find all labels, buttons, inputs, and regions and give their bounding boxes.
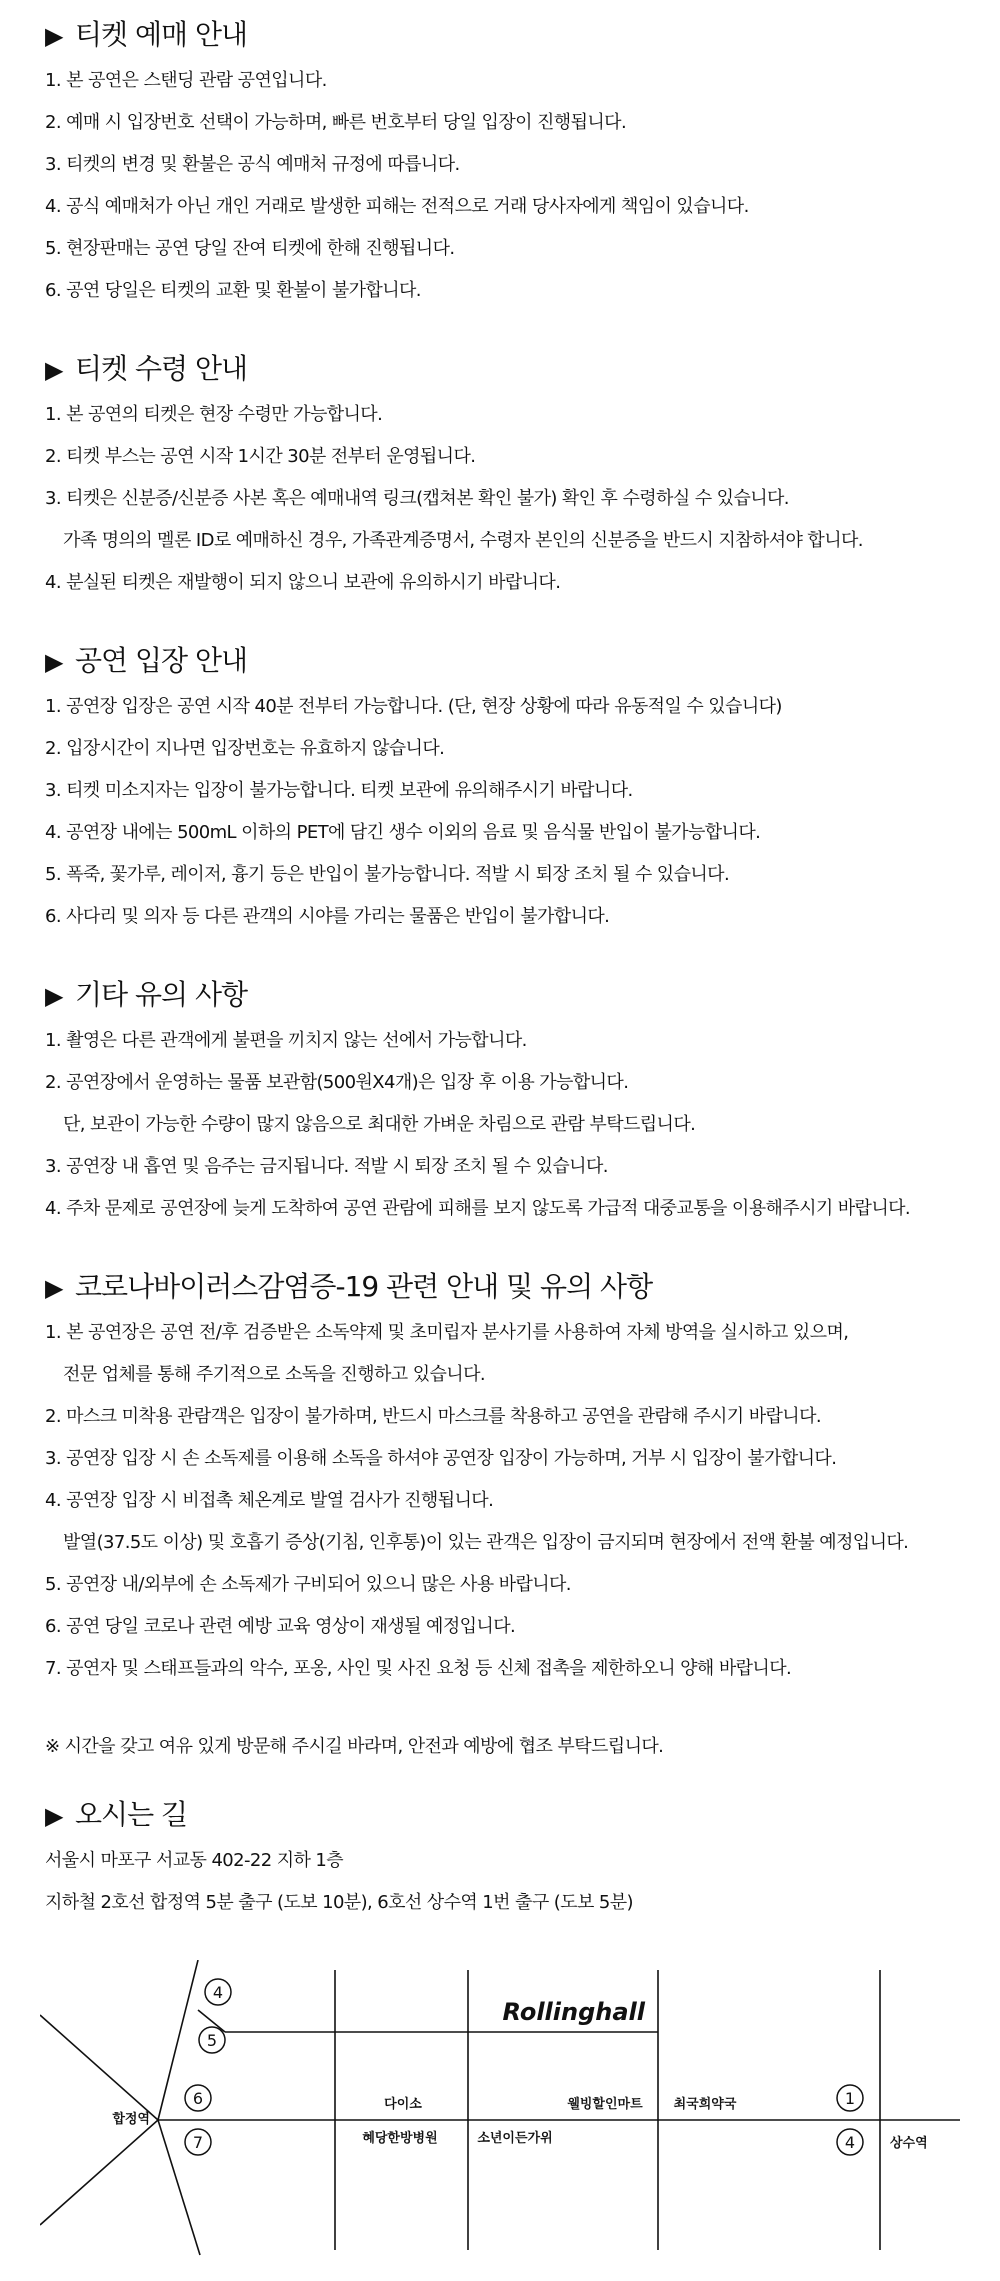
list-item: 1. 공연장 입장은 공연 시작 40분 전부터 가능합니다. (단, 현장 상황에 따라 유동적일 수 있습니다): [45, 696, 782, 717]
list-item: 3. 티켓의 변경 및 환불은 공식 예매처 규정에 따릅니다.: [45, 154, 460, 175]
item-list: [45, 686, 985, 938]
place-hospital: 혜당한방병원: [362, 2131, 438, 2146]
list-item: 5. 폭죽, 꽃가루, 레이저, 흉기 등은 반입이 불가능합니다. 적발 시 퇴장 조치 될 수 있습니다.: [45, 864, 730, 885]
place-pharmacy: 최국희약국: [673, 2097, 737, 2112]
section-entry: [45, 636, 985, 938]
list-item-continuation: 가족 명의의 멜론 ID로 예매하신 경우, 가족관계증명서, 수령자 본인의 신분증을 반드시 지참하셔야 합니다.: [63, 530, 863, 551]
section-title: ▶ 기타 유의 사항: [45, 970, 985, 1020]
section-title: ▶ 오시는 길: [45, 1790, 985, 1840]
exit-7-icon: 7: [192, 2133, 204, 2152]
list-item: 4. 공연장 입장 시 비접촉 체온계로 발열 검사가 진행됩니다.: [45, 1490, 494, 1511]
list-item-continuation: 전문 업체를 통해 주기적으로 소독을 진행하고 있습니다.: [63, 1364, 485, 1385]
list-item: 6. 사다리 및 의자 등 다른 관객의 시야를 가리는 물품은 반입이 불가합니다.: [45, 906, 610, 927]
list-item: 3. 공연장 입장 시 손 소독제를 이용해 소독을 하셔야 공연장 입장이 가능하며, 거부 시 입장이 불가합니다.: [45, 1448, 837, 1469]
place-daiso: 다이소: [384, 2097, 422, 2112]
list-item: 2. 티켓 부스는 공연 시작 1시간 30분 전부터 운영됩니다.: [45, 446, 476, 467]
place-soneni: 소년이든가위: [477, 2131, 553, 2146]
section-title: ▶ 코로나바이러스감염증-19 관련 안내 및 유의 사항: [45, 1262, 985, 1312]
list-item: 1. 본 공연장은 공연 전/후 검증받은 소독약제 및 초미립자 분사기를 사용하여 자체 방역을 실시하고 있으며,: [45, 1322, 849, 1343]
list-item-continuation: 단, 보관이 가능한 수량이 많지 않음으로 최대한 가벼운 차림으로 관람 부탁드립니다.: [63, 1114, 696, 1135]
section-other-notes: [45, 970, 985, 1230]
list-item: 2. 예매 시 입장번호 선택이 가능하며, 빠른 번호부터 당일 입장이 진행됩니다.: [45, 112, 627, 133]
section-title: ▶ 티켓 예매 안내: [45, 10, 985, 60]
list-item: 1. 본 공연은 스탠딩 관람 공연입니다.: [45, 70, 327, 91]
list-item: 6. 공연 당일은 티켓의 교환 및 환불이 불가합니다.: [45, 280, 421, 301]
triangle-marker-icon: ▶: [45, 356, 63, 384]
list-item: 3. 티켓은 신분증/신분증 사본 혹은 예매내역 링크(캡쳐본 확인 불가) 확인 후 수령하실 수 있습니다.: [45, 488, 789, 509]
list-item: 2. 입장시간이 지나면 입장번호는 유효하지 않습니다.: [45, 738, 445, 759]
triangle-marker-icon: ▶: [45, 648, 63, 676]
address: 서울시 마포구 서교동 402-22 지하 1층: [45, 1850, 344, 1871]
list-item: 4. 공연장 내에는 500mL 이하의 PET에 담긴 생수 이외의 음료 및 음식물 반입이 불가능합니다.: [45, 822, 761, 843]
item-list: [45, 60, 985, 312]
venue-logo: Rollinghall: [502, 1998, 645, 2026]
item-list: [45, 1020, 985, 1230]
section-covid: [45, 1262, 985, 1690]
triangle-marker-icon: ▶: [45, 1274, 63, 1302]
location-map: [40, 1960, 960, 2260]
exit-6-icon: 6: [192, 2089, 204, 2108]
section-directions: [45, 1790, 985, 1924]
section-title: ▶ 티켓 수령 안내: [45, 344, 985, 394]
list-item: 5. 현장판매는 공연 당일 잔여 티켓에 한해 진행됩니다.: [45, 238, 455, 259]
list-item-continuation: 발열(37.5도 이상) 및 호흡기 증상(기침, 인후통)이 있는 관객은 입장이 금지되며 현장에서 전액 환불 예정입니다.: [63, 1532, 909, 1553]
section-ticket-booking: [45, 10, 985, 312]
list-item: 4. 분실된 티켓은 재발행이 되지 않으니 보관에 유의하시기 바랍니다.: [45, 572, 561, 593]
triangle-marker-icon: ▶: [45, 22, 63, 50]
list-item: 6. 공연 당일 코로나 관련 예방 교육 영상이 재생될 예정입니다.: [45, 1616, 516, 1637]
list-item: 2. 마스크 미착용 관람객은 입장이 불가하며, 반드시 마스크를 착용하고 공연을 관람해 주시기 바랍니다.: [45, 1406, 821, 1427]
item-list: [45, 1312, 985, 1690]
station-hapjeong: 합정역: [112, 2112, 150, 2127]
list-item: 5. 공연장 내/외부에 손 소독제가 구비되어 있으니 많은 사용 바랍니다.: [45, 1574, 571, 1595]
exit-5-icon: 5: [206, 2031, 218, 2050]
list-item: 1. 본 공연의 티켓은 현장 수령만 가능합니다.: [45, 404, 383, 425]
place-wellbeing-mart: 웰빙할인마트: [567, 2097, 643, 2112]
section-title: ▶ 공연 입장 안내: [45, 636, 985, 686]
triangle-marker-icon: ▶: [45, 1802, 63, 1830]
section-ticket-pickup: [45, 344, 985, 604]
list-item: 4. 주차 문제로 공연장에 늦게 도착하여 공연 관람에 피해를 보지 않도록 가급적 대중교통을 이용해주시기 바랍니다.: [45, 1198, 911, 1219]
list-item: 3. 티켓 미소지자는 입장이 불가능합니다. 티켓 보관에 유의해주시기 바랍니다.: [45, 780, 633, 801]
exit-4-icon: 4: [212, 1983, 224, 2002]
station-sangsu: 상수역: [890, 2136, 928, 2151]
exit-1-icon: 1: [844, 2089, 856, 2108]
closing-note: ※ 시간을 갖고 여유 있게 방문해 주시길 바라며, 안전과 예방에 협조 부탁드립니다.: [45, 1736, 664, 1757]
list-item: 2. 공연장에서 운영하는 물품 보관함(500원X4개)은 입장 후 이용 가능합니다.: [45, 1072, 629, 1093]
list-item: 1. 촬영은 다른 관객에게 불편을 끼치지 않는 선에서 가능합니다.: [45, 1030, 527, 1051]
list-item: 3. 공연장 내 흡연 및 음주는 금지됩니다. 적발 시 퇴장 조치 될 수 있습니다.: [45, 1156, 608, 1177]
subway-directions: 지하철 2호선 합정역 5분 출구 (도보 10분), 6호선 상수역 1번 출구 (도보 5분): [45, 1892, 633, 1913]
list-item: 7. 공연자 및 스태프들과의 악수, 포옹, 사인 및 사진 요청 등 신체 접촉을 제한하오니 양해 바랍니다.: [45, 1658, 792, 1679]
triangle-marker-icon: ▶: [45, 982, 63, 1010]
exit-4-right-icon: 4: [844, 2133, 856, 2152]
list-item: 4. 공식 예매처가 아닌 개인 거래로 발생한 피해는 전적으로 거래 당사자에게 책임이 있습니다.: [45, 196, 749, 217]
item-list: [45, 394, 985, 604]
